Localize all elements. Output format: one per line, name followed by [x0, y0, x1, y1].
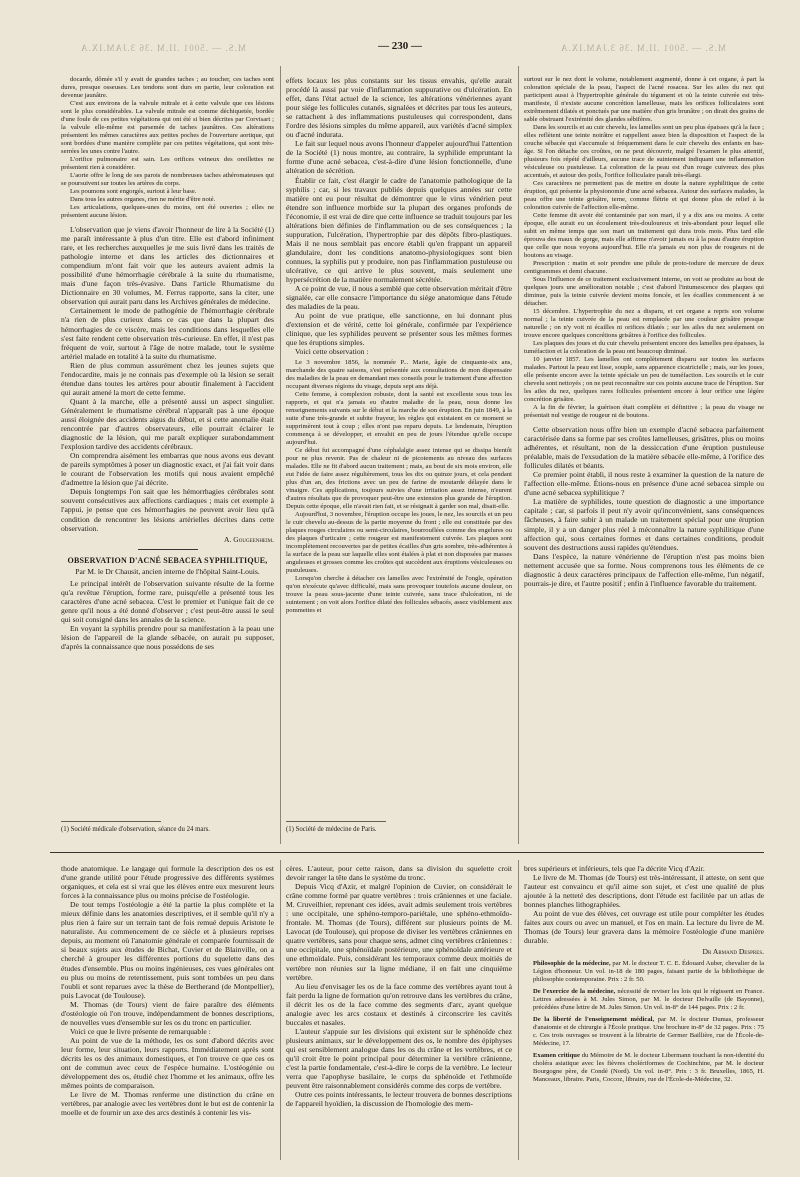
case-paragraph: Cette femme dit avoir été contaminée par son mari, il y a dix ans ou moins. A cette époque, elle aurait eu un écoulement très-douloureux et très-abondant pour lequel elle subit en même temps que son mari un traitement qui dura trois mois. Plus tard elle éprouva des maux de gorge, mais elle affirme n'avoir jamais eu à la peau d'autre éruption que celle que nous voyons aujourd'hui. Elle n'a jamais eu non plus de rougeurs ni de boutons au visage. [524, 212, 764, 259]
bibliography-entry [524, 1016, 764, 1048]
paragraph: Ce premier point établi, il nous reste à examiner la question de la nature de l'affection elle-même. Étions-nous en présence d'une acné sebacea simple ou d'une acné sebacea syphilitique ? [524, 470, 764, 498]
case-paragraph: Ce début fut accompagné d'une céphalalgie assez intense qui se dissipa bientôt pour ne plus revenir. Pas de chaleur ni de picotements au niveau des surfaces malades. Elle ne fit d'abord aucun traitement ; mais, au bout de six mois environ, elle eut l'idée de faire assez régulièrement, tous les dix ou quinze jours, et cela pendant plus d'un an, des frictions avec un peu de farine de moutarde délayée dans le vinaigre. Ces applications, toujours suivies d'une irritation assez intense, n'eurent d'autres résultats que de provoquer peut-être une extension plus grande de l'éruption. Depuis cette époque, elle n'avait rien fait, et se résignait à garder son mal, disait-elle. [286, 447, 512, 511]
column-divider [280, 66, 281, 844]
case-paragraph: Les plaques des joues et du cuir chevelu présentent encore des lamelles peu épaisses, la tuméfaction et la coloration de la peau ont beaucoup diminué. [524, 340, 764, 355]
author-signature: Dr Armand Despres. [702, 947, 764, 957]
paragraph: Cette observation nous offre bien un exemple d'acné sebacea parfaitement caractérisée dans sa forme par ses croûtes lamelleuses, grisâtres, plus ou moins adhérentes, et résultant, non de la dessiccation d'une éruption pustuleuse préalable, mais de l'exsudation de la matière sébacée elle-même, à l'orifice des follicules dilatés et béants. [524, 425, 764, 471]
page-number: — 230 — [378, 40, 422, 52]
paragraph: De tout temps l'ostéologie a été la partie la plus complète et la mieux définie dans les anatomies descriptives, et il semble qu'il n'y a plus rien à faire sur un terrain tant de fois remué depuis Aristote le naturaliste. Au commencement de ce siècle et à plusieurs reprises depuis, au moment où l'anatomie générale et comparée fournissait de si beaux sujets aux études de Bichat, Cuvier et de Blainville, on a cherché à grouper les différentes portions du squelette dans des études d'ensemble. Plus ou moins ingénieuses, ces vues générales ont eu plus ou moins de retentissement, puis sont tombées un peu dans l'oubli et sont reparues avec la thèse de Bertherand (de Montpellier), puis Lavocat (de Toulouse). [61, 900, 274, 1000]
paragraph: Dans l'espèce, la nature vénérienne de l'éruption n'est pas moins bien nettement accusée que sa forme. Nous comprenons tous les éléments de ce diagnostic à deux caractères principaux de l'affection elle-même, l'un négatif, pourrais-je dire, et l'autre positif ; enfin à l'influence favorable du traitement. [524, 551, 764, 588]
case-paragraph: Lorsqu'on cherche à détacher ces lamelles avec l'extrémité de l'ongle, opération qu'on n'exécute qu'avec difficulté, mais sans provoquer toutefois aucune douleur, on trouve la peau sous-jacente d'une teinte cuivrée, sans trace d'ulcération, ni de suintement ; on voit alors l'orifice dilaté des follicules sébacés, assez visiblement aux pommettes et [286, 575, 512, 615]
paragraph: Au lieu d'envisager les os de la face comme des vertèbres ayant tout à fait perdu la ligne de formation qu'on retrouve dans les vertèbres du crâne, il décrit les os de la face comme des segments d'arc, ayant quelque analogie avec les arcs costaux et destinés à circonscrire les cavités buccales et nasales. [286, 981, 512, 1027]
bibliography-title: De l'exercice de la médecine, [533, 988, 616, 996]
case-paragraph: Ces caractères ne permettent pas de mettre en doute la nature syphilitique de cette éruption, qui présente la physionomie d'une acné sebacea. Autour des surfaces malades, la peau offre une teinte grisâtre, terne, comme flétrie et qui donne plus de relief à la coloration cuivrée de l'affection elle-même. [524, 180, 764, 211]
section-horizontal-rule [50, 852, 764, 853]
paragraph: Depuis Vicq d'Azir, et malgré l'opinion de Cuvier, on considérait le crâne comme formé par quatre vertèbres : trois crâniennes et une faciale. M. Cruveilhier, reprenant ces idées, avait admis seulement trois vertèbres : une occipitale, une sphéno-temporo-pariétale, une sphéno-ethmoïdo-frontale. M. Thomas (de Tours), différent sur plusieurs points de M. Lavocat (de Toulouse), qui propose de diviser les vertèbres crâniennes en quatre vertèbres, sans pour chaque sens, admet cinq vertèbres crâniennes : une occipitale, une sphénoïdale postérieure, une sphénoïdale antérieure et une ethmoïdale. Puis, considérant les temporaux comme deux moitiés de vertèbre non réunies sur la ligne médiane, il en fait une cinquième vertèbre. [286, 882, 512, 982]
paragraph: Certainement le mode de pathogénie de l'hémorrhagie cérébrale n'a rien de plus curieux dans ce cas que dans la plupart des hémorrhagies de ce viscère, mais les conditions dans lesquelles elle s'est faite rendent cette observation très-curieuse. En effet, il n'est pas fréquent de voir, surtout à l'âge de notre malade, tout le système artériel malade en totalité à la suite du rhumatisme. [61, 306, 274, 361]
paragraph: Au point de vue de la méthode, les os sont d'abord décrits avec leur forme, leur situation, leurs rapports. Immédiatement après sont décrits les os des animaux domestiques, et l'on trouve ce que ces os ont de commun avec ceux de l'espèce humaine. L'ostéogénie ou développement des os, étudié chez l'homme et les animaux, offre les mêmes points de comparaison. [61, 1035, 274, 1091]
case-paragraph: Sous l'influence de ce traitement exclusivement interne, on voit se produire au bout de quelques jours une amélioration notable ; c'est d'abord l'intumescence des plaques qui diminue, puis la teinte cuivrée devient moins foncée, et les écailles commencent à se détacher. [524, 276, 764, 307]
paragraph: C'est aux environs de la valvule mitrale et à cette valvule que ces lésions sont le plus considérables. La valvule mitrale est comme déchiquetée, bordée d'une foule de ces petites végétations qui ont été si bien décrites par Corvisart ; la valvule elle-même est parsemée de taches jaunâtres. Ces altérations présentent les mêmes caractères aux petites poches de l'ouverture aortique, qui sont bordées d'une manière complète par ces petites végétations, qui sont très-serrées les unes contre l'autre. [61, 100, 274, 155]
paragraph: L'orifice pulmonaire est sain. Les orifices veineux des oreillettes ne présentent rien à considérer. [61, 156, 274, 171]
bibliography-text: par M. le docteur Dumas, professeur d'anatomie et de chirurgie à l'École pratique. Une brochure in-8° de 32 pages. Prix : 75 c. Ces trois ouvrages se trouvent à la librairie de Germer Baillière, rue de l'École-de-Médecine, 17. [533, 1016, 765, 1048]
case-paragraph: Le 3 novembre 1856, la nommée P... Marie, âgée de cinquante-six ans, marchande des quatre saisons, s'est présentée aux consultations de mon dispensaire des maladies de la peau en demandant mes conseils pour le traitement d'une affection occupant diverses régions du visage, depuis sept ans déjà. [286, 359, 512, 391]
case-paragraph: Dans les sourcils et au cuir chevelu, les lamelles sont un peu plus épaisses qu'à la face ; elles reflètent une teinte noirâtre et rappellent assez bien la disposition et l'aspect de la couche sébacée qui s'accumule si fréquemment dans le cuir chevelu des enfants en bas-âge. Si l'on détache ces croûtes, on ne peut découvrir, malgré l'examen le plus attentif, plusieurs fois répété d'ailleurs, aucune trace de suintement indiquant une inflammation vésiculeuse ou pustuleuse. La coloration de la peau est d'un rouge cuivreux des plus accentués, et autour des poils, l'orifice folliculaire paraît très-élargi. [524, 124, 764, 179]
paragraph: Le livre de M. Thomas renferme une distinction du crâne en vertèbres, par analogie avec les vertèbres dont le but est de contenir la moelle et de fournir un axe des arcs destinés à contenir les vis- [61, 1090, 274, 1118]
paragraph: Rien de plus commun assurément chez les jeunes sujets que l'endocardite, mais je ne connais pas d'exemple où la lésion se serait étendue dans toutes les artères pour aboutir finalement à l'accident qui aurait amené la mort de cette femme. [61, 360, 274, 397]
case-paragraph: surtout sur le nez dont le volume, notablement augmenté, donne à cet organe, à part la coloration spéciale de la peau, l'aspect de l'acné rosacea. Sur les ailes du nez qui participent aussi à l'hypertrophie générale du tégument et où la teinte cuivrée est très-manifeste, il n'existe aucune concrétion lamelleuse, mais les orifices folliculaires sont extrêmement dilatés et ponctués par une matière d'un gris brunâtre ; on dirait des grains de sable obstruant l'extrémité des glandes sébifères. [524, 76, 764, 123]
article-title: OBSERVATION D'ACNÉ SEBACEA SYPHILITIQUE, [67, 555, 268, 565]
paragraph: La matière de syphilides, toute question de diagnostic a une importance capitale ; car, si parfois il peut n'y avoir qu'inconvénient, sans conséquences fâcheuses, à faire subir à un malade un traitement spécial pour une éruption simple, il y a un danger plus réel à méconnaître la nature syphilitique d'une affection qui, sous certaines formes et dans certaines conditions, produit souvent des destructions aussi rapides qu'étendues. [524, 497, 764, 552]
page-header [0, 42, 800, 58]
paragraph: L'observation que je viens d'avoir l'honneur de lire à la Société (1) me paraît intéressante à plus d'un titre. Elle est d'abord infiniment rare, et les recherches auxquelles je me suis livré dans les traités de pathologie interne et dans les articles des dictionnaires et compendium m'ont fait voir que les auteurs avaient admis la possibilité d'une hémorrhagie cérébrale à la suite du rhumatisme, mais d'une façon très-évasive. Dans l'article Rhumatisme du Dictionnaire en 30 volumes, M. Ferrus rapporte, sans la citer, une observation qui aurait paru dans les Archives générales de médecine. [61, 225, 274, 307]
bleed-through-text-right: M.S. — .5001 .II.M .36 3.JAM.IX.A [560, 43, 727, 53]
footnote: (1) Société de médecine de Paris. [286, 826, 377, 833]
paragraph: On comprendra aisément les embarras que nous avons eus devant de pareils symptômes à poser un diagnostic exact, et j'ai fait voir dans le courant de l'observation les motifs qui nous avaient empêché d'admettre la lésion que j'ai décrite. [61, 451, 274, 488]
bibliography-entry [524, 988, 764, 1012]
column-divider [518, 66, 519, 844]
paragraph: M. Thomas (de Tours) vient de faire paraître des éléments d'ostéologie où l'on trouve, indépendamment de bonnes descriptions, de nouvelles vues d'ensemble sur les os du tronc en particulier. [61, 999, 274, 1027]
paragraph: bres supérieurs et inférieurs, tels que l'a décrite Vicq d'Azir. [524, 864, 705, 873]
bibliography-entry [524, 1052, 764, 1084]
author-signature: A. Gougeenheim. [224, 534, 274, 544]
section-divider [138, 549, 198, 550]
footnote-rule [286, 821, 386, 822]
paragraph: A ce point de vue, il nous a semblé que cette observation méritait d'être signalée, car elle consacre l'importance du siége anatomique dans l'étude des maladies de la peau. [286, 284, 512, 312]
paragraph: Les poumons sont engorgés, surtout à leur base. [70, 188, 197, 195]
bibliography-title: Examen critique [533, 1052, 580, 1060]
paragraph: En voyant la syphilis prendre pour sa manifestation à la peau une lésion de l'appareil de la glande sébacée, on aurait pu supposer, d'après la connaissance que nous possédons de ses [61, 623, 274, 652]
paragraph: Dans tous les autres organes, rien ne mérite d'être noté. [70, 196, 216, 203]
paragraph: Établir ce fait, c'est élargir le cadre de l'anatomie pathologique de la syphilis ; car, si les travaux publiés depuis quelques années sur cette matière ont eu pour résultat de démontrer que le virus vénérien peut étendre son influence morbide sur la plupart des organes profonds de l'économie, il est vrai de dire que cette influence se traduit toujours par les altérations bien définies de l'inflammation ou de ses conséquences ; la suppuration, l'ulcération, l'hypertrophie par des dépôts fibro-plastiques. Mais il ne nous semblait pas encore établi qu'en frappant un appareil glandulaire, dont les conditions anatomo-physiologiques sont bien connues, la syphilis put y produire, non pas l'inflammation pustuleuse ou ulcérative, ce qui arrive le plus souvent, mais seulement une hypersécrétion de la matière normalement sécrétée. [286, 175, 512, 285]
bottom-column-3 [524, 864, 764, 1084]
paragraph: Depuis longtemps l'on sait que les hémorrhagies cérébrales sont souvent consécutives aux affections cardiaques ; mais cet exemple à l'appui, je pense que ces hémorrhagies ne peuvent avoir lieu qu'à condition de rencontrer les lésions artérielles décrites dans cette observation. [61, 487, 274, 533]
paragraph: Le fait sur lequel nous avons l'honneur d'appeler aujourd'hui l'attention de la Société (1) nous montre, au contraire, la syphilide empruntant la forme d'une acné sebacea, c'est-à-dire d'une lésion fonctionnelle, d'une altération de sécrétion. [286, 139, 512, 176]
article-byline: Par M. le Dr Chausit, ancien interne de l'hôpital Saint-Louis. [75, 566, 260, 576]
case-paragraph: Cette femme, à complexion robuste, dont la santé est excellente sous tous les rapports, et qui n'a jamais eu d'autre maladie de la peau, nous donne les renseignements suivants sur le début et la marche de son éruption. En juin 1849, à la suite d'une très-grande et subite frayeur, les règles qui existaient en ce moment se supprimèrent tout à coup ; elles n'ont pas reparu depuis. Le lendemain, l'éruption commença à se développer, et envahit en peu de jours l'étendue qu'elle occupe aujourd'hui. [286, 391, 512, 447]
paragraph: effets locaux les plus constants sur les tissus envahis, qu'elle aurait procédé là aussi par voie d'inflammation suppurative ou d'ulcération. En effet, dans l'état actuel de la science, les altérations vénériennes ayant pour siége les follicules cutanés, signalées et décrites par tous les auteurs, se rattachent à des inflammations pustuleuses qui correspondent, dans l'ordre des lésions simples du même appareil, aux variétés d'acné simplex ou d'acné indurata. [286, 76, 512, 140]
bottom-column-1 [61, 864, 274, 1117]
paragraph: Outre ces points intéressants, le lecteur trouvera de bonnes descriptions de l'appareil hyoïdien, la discussion de l'homologie des mem- [286, 1090, 512, 1109]
bibliography-title: De la liberté de l'enseignement médical, [533, 1016, 655, 1024]
paragraph: cères. L'auteur, pour cette raison, dans sa division du squelette croit devoir ranger la tête dans le système du tronc. [286, 864, 512, 883]
bibliography-entry [524, 960, 764, 984]
paragraph: Le principal intérêt de l'observation suivante résulte de la forme qu'a revêtue l'éruption, forme rare, puisqu'elle a présenté tous les caractères d'une acné sebacea. C'est le premier et l'unique fait de ce genre qu'il nous a été donné d'observer ; c'est peut-être aussi le seul qui soit consigné dans les annales de la science. [61, 578, 274, 624]
paragraph: Quant à la marche, elle a présenté aussi un aspect singulier. Généralement le rhumatisme cérébral n'apparaît pas à une époque aussi éloignée des accidents aigus du début, et si cette anomalie était rencontrée par d'autres observateurs, elle pourrait éclairer le diagnostic de la lésion, qui me paraît expliquer surabondamment l'explosion tardive des accidents cérébraux. [61, 396, 274, 452]
footnote: (1) Société médicale d'observation, séance du 24 mars. [61, 826, 211, 833]
paragraph: Au point de vue pratique, elle sanctionne, en lui donnant plus d'extension et de vérité, cette loi générale, confirmée par l'expérience clinique, que les syphilides peuvent se présenter sous les mêmes formes que les éruptions simples. [286, 311, 512, 348]
paragraph: L'auteur s'appuie sur les divisions qui existent sur le sphénoïde chez plusieurs animaux, sur le développement des os, le nombre des épiphyses qui est sensiblement analogue dans les os du crâne et les vertèbres, et ce qu'il croit être le point principal pour déterminer la vertèbre crânienne, c'est la partie fondamentale, c'est-à-dire le corps de la vertèbre. Le lecteur verra que l'apophyse basilaire, le corps du sphénoïde et l'ethmoïde peuvent être raisonnablement considérés comme des corps de vertèbre. [286, 1026, 512, 1091]
column-2 [286, 76, 512, 615]
paragraph: docarde, dômée s'il y avait de grandes taches ; au toucher, ces taches sont dures, presque osseuses. Les tendons sont durs en partie, leur coloration est devenue jaunâtre. [61, 76, 274, 99]
paragraph: thode anatomique. Le langage qui formule la description des os est d'une grande utilité pour l'étude progressive des différents systèmes organiques, et cela est si vrai que les élèves entre eux mesurent leurs forces à la connaissance plus ou moins précise de l'ostéologie. [61, 864, 274, 901]
case-paragraph: Aujourd'hui, 3 novembre, l'éruption occupe les joues, le nez, les sourcils et un peu le cuir chevelu au-dessus de la partie moyenne du front ; elle est constituée par des plaques rouges circulaires ou semi-circulaires, bourrouflées comme des engelures ou des plaques d'urticaire ; cette rougeur est manifestement cuivrée. Les plaques sont incomplètement recouvertes par de petites écailles d'un gris sombre, très-adhérentes à la surface de la peau sur laquelle elles sont étalées à plat et non disposées par masses anguleuses et grosses comme les croûtes qui succèdent aux éruptions vésiculeuses ou pustuleuses. [286, 511, 512, 575]
bibliography-text: du Mémoire de M. le docteur Libermann touchant la non-identité du choléra asiatique avec les fièvres cholériformes de Cochinchine, par M. le docteur Bourgogne père, de Condé (Nord). Un vol. in-8°. Prix : 3 fr. Bruxelles, 1865, H. Manceaux, libraire. Paris, Coccoz, libraire, rue de l'École-de-Médecine, 32. [533, 1052, 764, 1084]
column-divider [518, 860, 519, 1160]
bibliography-title: Philosophie de la médecine, [533, 960, 611, 968]
paragraph: L'aorte offre le long de ses parois de nombreuses taches athéromateuses qui se poursuivent sur toutes les artères du corps. [61, 172, 274, 187]
case-paragraph: 10 janvier 1857. Les lamelles ont complètement disparu sur toutes les surfaces malades. Partout la peau est lisse, souple, sans apparence cicatricielle ; mais, sur les joues, elle présente encore avec la teinte spéciale un peu de tuméfaction. Les sourcils et le cuir chevelu sont nettoyés ; on ne peut reconnaître sur ces points aucune trace de l'éruption. Sur les ailes du nez, quelques rares follicules présentent encore à leur orifice une légère concrétion grisâtre. [524, 356, 764, 403]
bibliography-text: nécessité de reviser les lois qui le régissent en France. Lettres adressées à M. Jules Simon, par M. le docteur Delvaille (de Bayonne), précédées d'une lettre de M. Jules Simon. Un vol. in-8° de 144 pages. Prix : 2 fr. [533, 988, 764, 1012]
paragraph: Voici cette observation : [295, 347, 369, 357]
paragraph: Voici ce que le livre présente de remarquable : [70, 1026, 211, 1036]
case-paragraph: A la fin de février, la guérison était complète et définitive ; la peau du visage ne présentait nul vestige de rougeur ni de boutons. [524, 404, 764, 419]
paragraph: Les articulations, quelques-unes du moins, ont été ouvertes ; elles ne présentent aucune lésion. [61, 204, 274, 219]
case-paragraph: 15 décembre. L'hypertrophie du nez a disparu, et cet organe a repris son volume normal ; la teinte cuivrée de la peau est remplacée par une couleur grisâtre presque naturelle ; on n'y voit ni écailles ni orifices dilatés ; sur les ailes du nez seulement on trouve encore quelques concrétions grisâtres à l'orifice des follicules. [524, 308, 764, 339]
column-1 [61, 76, 274, 651]
paragraph: Le livre de M. Thomas (de Tours) est très-intéressant, il atteste, on sent que l'auteur est convaincu et qu'il aime son sujet, et c'est une qualité de plus ajoutée à la netteté des descriptions, dont l'étude est facilitée par un atlas de bonnes planches lithographiées. [524, 873, 764, 910]
column-3 [524, 76, 764, 588]
paragraph: Au point de vue des élèves, cet ouvrage est utile pour compléter les études faites aux cours ou avec un manuel, et l'os en main. La lecture du livre de M. Thomas (de Tours) leur gravera dans la mémoire l'ostéologie d'une manière durable. [524, 909, 764, 946]
bleed-through-text-left: M.S. — .5001 .II.M .36 3.JAM.IX.A [80, 43, 247, 53]
bottom-column-2 [286, 864, 512, 1108]
footnote-rule [61, 821, 161, 822]
case-paragraph: Prescription : matin et soir prendre une pilule de proto-iodure de mercure de deux centigrammes et demi chacune. [524, 260, 764, 275]
bibliography-text: par M. le docteur T. C. E. Édouard Auber, chevalier de la Légion d'honneur. Un vol. in-18 de 180 pages, faisant partie de la bibliothèque de philosophie contemporaine. Prix : 2 fr. 50. [533, 960, 764, 984]
column-divider [280, 860, 281, 1160]
